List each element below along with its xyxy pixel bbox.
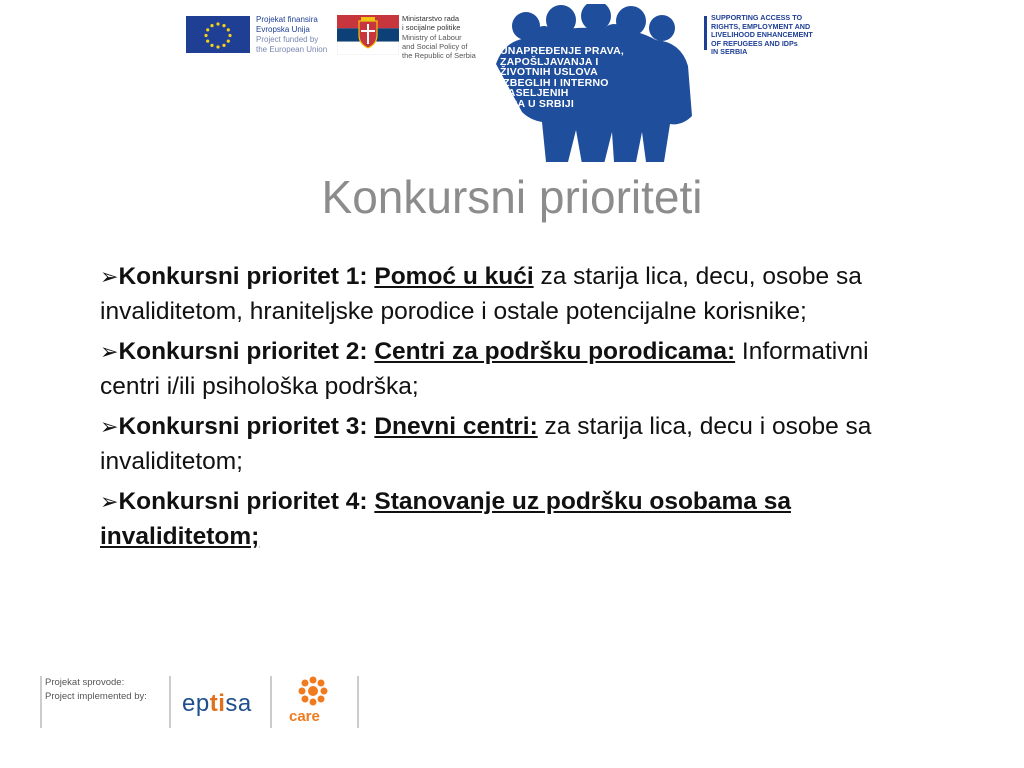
- eu-line-4: the European Union: [256, 45, 328, 54]
- eptisa-part-2: ti: [209, 690, 226, 717]
- implemented-by-text: [41, 676, 161, 704]
- english-line-2: RIGHTS, EMPLOYMENT AND: [711, 21, 811, 31]
- arrow-bullet-icon: ➢: [100, 414, 119, 439]
- arrow-bullet-icon: ➢: [100, 264, 119, 289]
- priority-item-1: [100, 260, 910, 329]
- priority-name: Dnevni centri:: [374, 413, 538, 440]
- english-line-4: OF REFUGEES AND IDPs: [711, 38, 798, 48]
- footer-divider: [270, 676, 272, 728]
- footer-divider: [169, 676, 171, 728]
- english-line-3: LIVELIHOOD ENHANCEMENT: [711, 30, 813, 40]
- header-divider: [704, 16, 707, 50]
- ministry-line-3: Ministry of Labour: [402, 32, 462, 42]
- priority-description: za starija lica, decu i osobe sa invaliditetom;: [100, 413, 872, 475]
- arrow-bullet-icon: ➢: [100, 489, 119, 514]
- ministry-line-5: the Republic of Serbia: [402, 51, 476, 61]
- eptisa-part-3: sa: [225, 690, 252, 717]
- slogan-line-3: ŽIVOTNIH USLOVA: [500, 66, 598, 78]
- eu-flag-logo: [186, 16, 250, 53]
- priority-name: Pomoć u kući: [374, 263, 534, 290]
- slogan-line-4: IZBEGLIH I INTERNO: [500, 76, 609, 89]
- priority-label: Konkursni prioritet 2:: [118, 338, 368, 365]
- project-slogan: [500, 46, 660, 109]
- eu-funding-text: [256, 15, 336, 55]
- priority-description: Informativni centri i/ili psihološka podrška;: [100, 338, 869, 400]
- ministry-line-1: Ministarstvo rada: [402, 14, 460, 23]
- priority-name: Stanovanje uz podršku osobama sa invaliditetom;: [100, 488, 791, 550]
- priority-item-3: [100, 410, 910, 479]
- arrow-bullet-icon: ➢: [100, 339, 119, 364]
- slogan-line-5: RASELJENIH: [500, 87, 569, 99]
- slogan-line-6: LICA U SRBIJI: [500, 97, 574, 110]
- implemented-line-1: Projekat sprovode:: [45, 677, 125, 688]
- eu-line-2: Evropska Unija: [256, 25, 310, 34]
- eptisa-part-1: ep: [182, 690, 210, 717]
- ministry-line-4: and Social Policy of: [402, 41, 468, 51]
- priority-item-2: [100, 335, 910, 404]
- priority-name: Centri za podršku porodicama:: [374, 338, 736, 365]
- priority-label: Konkursni prioritet 1:: [118, 263, 368, 290]
- priority-label: Konkursni prioritet 4:: [118, 488, 368, 515]
- footer-divider: [357, 676, 359, 728]
- priority-label: Konkursni prioritet 3:: [118, 413, 368, 440]
- serbia-coat-of-arms-icon: [337, 15, 399, 55]
- priorities-list: [100, 260, 910, 560]
- implemented-line-2: Project implemented by:: [45, 691, 147, 702]
- slogan-line-2: ZAPOŠLJAVANJA I: [500, 55, 599, 68]
- english-line-1: SUPPORTING ACCESS TO: [711, 13, 803, 22]
- ministry-line-2: i socijalne politike: [402, 23, 461, 33]
- care-logo-text: care: [289, 708, 320, 725]
- ministry-text: [402, 14, 492, 60]
- priority-item-4: [100, 485, 910, 554]
- english-project-title: [711, 14, 831, 57]
- priority-description: za starija lica, decu, osobe sa invaliditetom, hraniteljske porodice i ostale potencijalne korisnike;: [100, 263, 862, 325]
- slogan-line-1: UNAPREĐENJE PRAVA,: [500, 45, 624, 57]
- eu-line-3: Project funded by: [256, 35, 319, 44]
- eptisa-logo: [182, 690, 252, 718]
- english-line-5: IN SERBIA: [711, 47, 748, 57]
- slide-title: Konkursni prioriteti: [321, 171, 703, 223]
- eu-line-1: Projekat finansira: [256, 15, 318, 24]
